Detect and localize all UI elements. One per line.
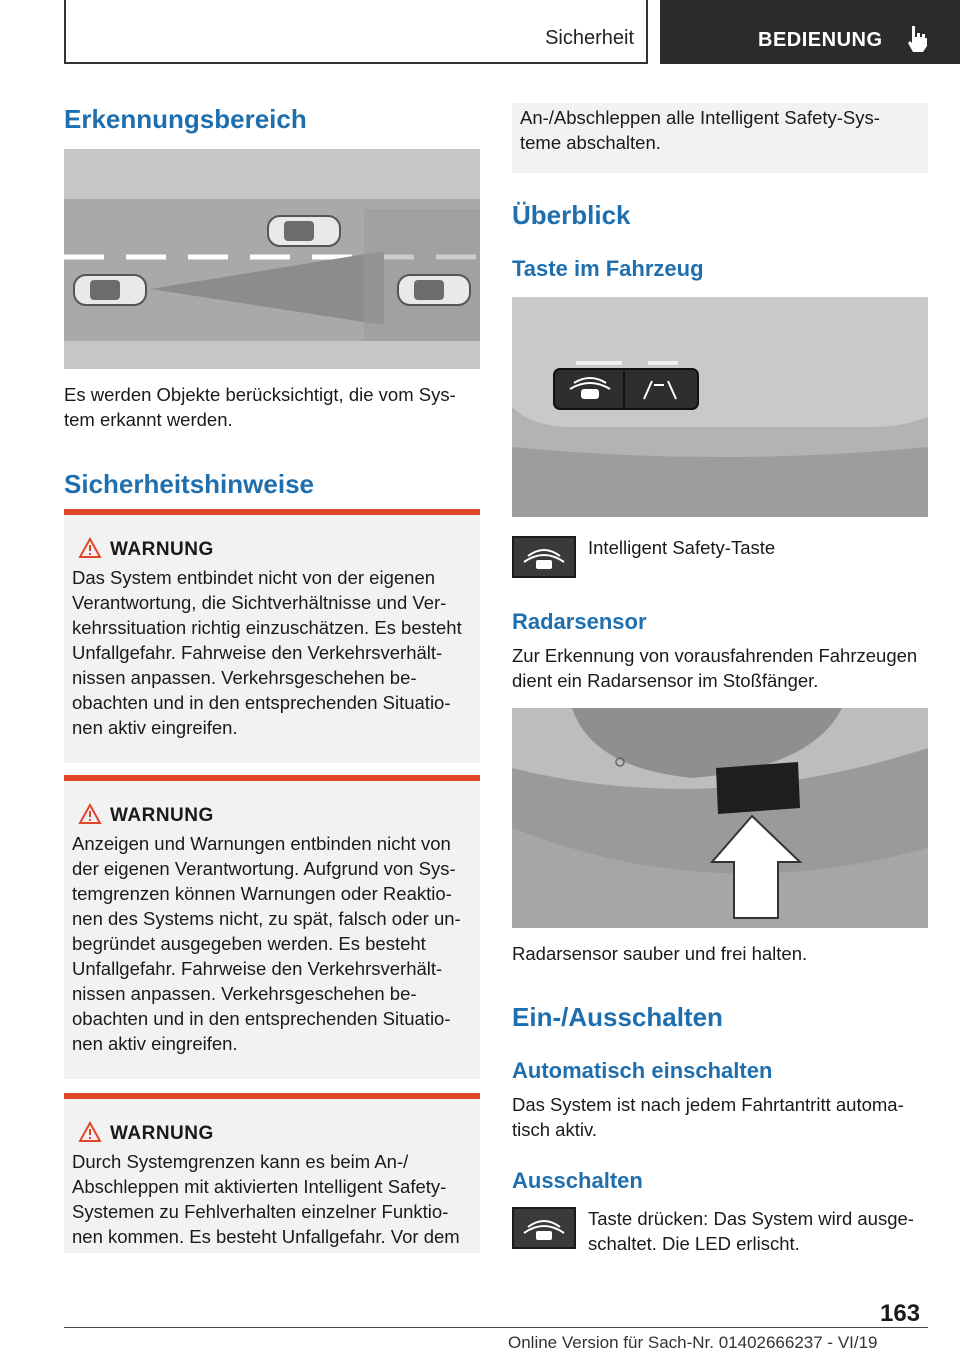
car-adjacent-icon: [268, 216, 340, 246]
radar-caption: Radarsensor sauber und frei halten.: [512, 943, 808, 964]
heading-switch-off: Ausschalten: [512, 1168, 643, 1193]
warning-box-3: [64, 1093, 480, 1253]
warning-label: WARNUNG: [110, 539, 214, 560]
heading-radar-sensor: Radarsensor: [512, 609, 647, 634]
heading-auto-on: Automatisch einschalten: [512, 1058, 773, 1083]
warning-label: WARNUNG: [110, 1123, 214, 1144]
warning-continuation-box: [512, 103, 928, 173]
warning-box-2: [64, 775, 480, 1079]
heading-on-off: Ein-/Ausschalten: [512, 1002, 723, 1032]
warning-text: Anzeigen und Warnungen entbinden nicht von der eigenen Verantwortung. Aufgrund von Sys- temgrenzen können Warnungen oder Reaktio- nen des Systems nicht, zu spät, falsch oder un- begründet ausgegeben werden. Es besteht Unfallgefahr. Fahrweise den Verkehrsverhält- nissen anpassen. Verkehrsgeschehen be- obachten und in den entsprechenden Situatio- nen aktiv eingreifen.: [72, 833, 461, 1054]
warning-continuation-text: An-/Abschleppen alle Intelligent Safety-Sys- teme abschalten.: [520, 107, 880, 153]
warning-text: Das System entbindet nicht von der eigenen Verantwortung, die Sichtverhältnisse und Ver- kehrssituation richtig einzuschätzen. Es besteht Unfallgefahr. Fahrweise den Verkehrsverhält- nissen anpassen. Verkehrsgeschehen be- obachten und in den entsprechenden Situatio- nen aktiv eingreifen.: [72, 567, 462, 738]
detection-area-illustration: [64, 149, 480, 369]
heading-overview: Überblick: [512, 200, 631, 230]
header-section-title: Sicherheit: [545, 27, 634, 49]
radar-description: Zur Erkennung von vorausfahrenden Fahrzeugen dient ein Radarsensor im Stoßfänger.: [512, 645, 918, 691]
warning-label: WARNUNG: [110, 805, 214, 826]
warning-triangle-icon: [78, 537, 102, 559]
auto-on-description: Das System ist nach jedem Fahrtantritt automa- tisch aktiv.: [512, 1094, 904, 1140]
warning-triangle-icon: [78, 803, 102, 825]
warning-triangle-icon: [78, 1121, 102, 1143]
car-own-icon: [74, 275, 146, 305]
warning-box-1: [64, 509, 480, 763]
footer-divider: [64, 1327, 928, 1328]
intelligent-safety-button-icon: [512, 536, 576, 578]
page-number: 163: [880, 1300, 921, 1327]
car-ahead-icon: [398, 275, 470, 305]
header-chapter-tab[interactable]: [660, 0, 960, 64]
pointing-hand-icon: [904, 24, 930, 54]
heading-vehicle-button: Taste im Fahrzeug: [512, 256, 704, 281]
heading-detection-area: Erkennungsbereich: [64, 104, 307, 134]
vehicle-button-photo: [512, 297, 928, 517]
warning-text: Durch Systemgrenzen kann es beim An-/ Abschleppen mit aktivierten Intelligent Safety- Systemen zu Fehlverhalten einzelner Funktio- nen kommen. Es besteht Unfallgefahr. Vor dem: [72, 1151, 460, 1247]
radar-sensor-photo: [512, 708, 928, 928]
footer-online-version: Online Version für Sach-Nr. 01402666237 - VI/19: [508, 1333, 878, 1352]
button-caption: Intelligent Safety-Taste: [588, 537, 776, 558]
intelligent-safety-button-icon: [512, 1207, 576, 1249]
header-section-box: [64, 0, 648, 64]
switch-off-description: Taste drücken: Das System wird ausge- schaltet. Die LED erlischt.: [588, 1208, 914, 1254]
detection-description: Es werden Objekte berücksichtigt, die vom Sys- tem erkannt werden.: [64, 384, 456, 430]
heading-safety-notes: Sicherheitshinweise: [64, 469, 314, 499]
header-chapter-label: BEDIENUNG: [758, 29, 883, 51]
